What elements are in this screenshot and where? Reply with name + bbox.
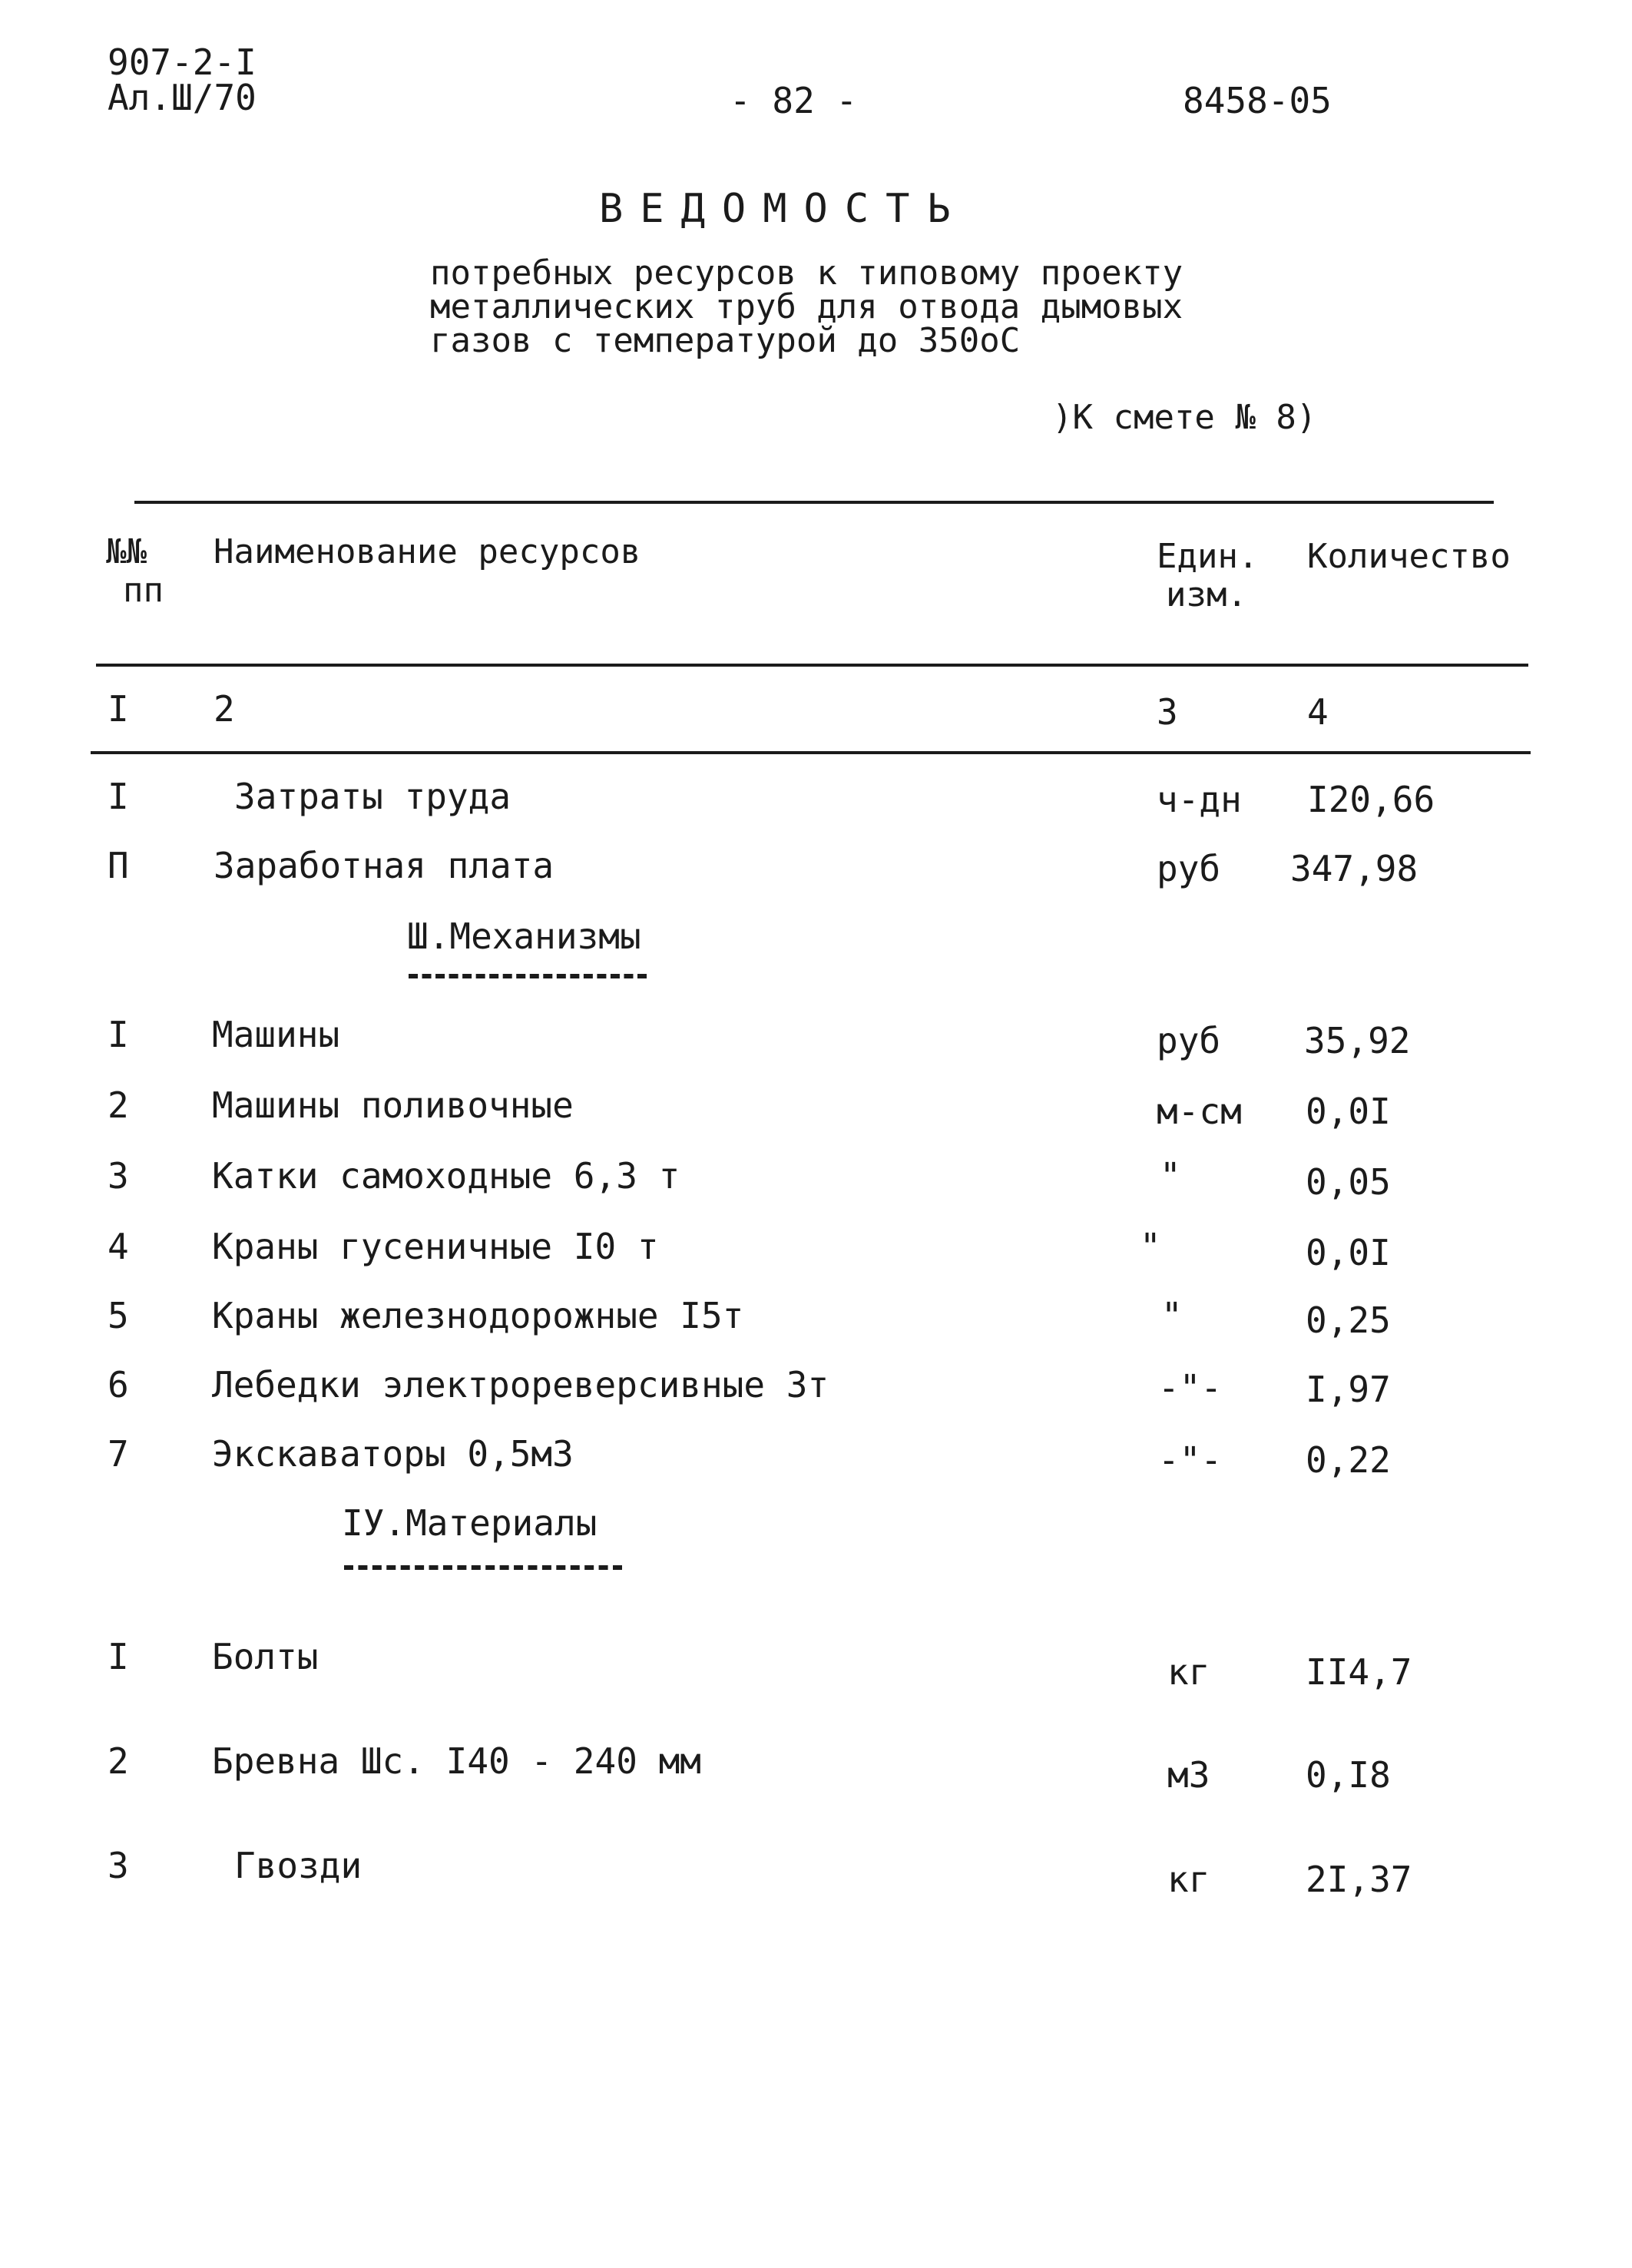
resource-unit: " [1140,1226,1161,1267]
row-number: 2 [108,1740,129,1782]
resource-name: Экскаваторы 0,5м3 [212,1433,574,1475]
row-number: П [108,845,129,886]
section-heading-materials: IУ.Материалы [342,1502,598,1544]
resource-quantity: 0,0I [1306,1091,1391,1132]
resource-unit: м3 [1167,1754,1210,1796]
row-number: 3 [108,1155,129,1197]
resource-name: Болты [212,1636,319,1677]
resource-name: Затраты труда [234,776,511,817]
resource-name: Катки самоходные 6,3 т [212,1155,680,1197]
header-row-number-line1: №№ [106,532,147,571]
subtitle-line1: потребных ресурсов к типовому проекту [430,253,1183,293]
page-number: - 82 - [730,80,858,121]
subtitle-line2: металлических труб для отвода дымовых [430,287,1183,326]
resource-unit: -"- [1158,1439,1223,1481]
document-code-line1: 907-2-I [108,41,257,83]
row-number: 4 [108,1226,129,1267]
resource-name: Краны гусеничные I0 т [212,1226,659,1267]
row-number: I [108,776,129,817]
resource-unit: м-см [1157,1091,1242,1132]
column-numbers-rule [91,751,1531,754]
resource-quantity: 0,05 [1306,1161,1391,1203]
resource-quantity: 0,22 [1306,1439,1391,1481]
resource-quantity: 347,98 [1290,848,1418,889]
section-underline [344,1565,622,1570]
row-number: I [108,1636,129,1677]
resource-quantity: I20,66 [1307,779,1435,820]
resource-name: Краны железнодорожные I5т [212,1295,744,1336]
header-row-number [106,533,164,610]
document-subtitle [430,253,1183,360]
resource-quantity: 0,0I [1306,1232,1391,1273]
column-number-3: 3 [1157,691,1178,733]
resource-name: Машины поливочные [212,1084,574,1126]
row-number: 3 [108,1845,129,1886]
header-quantity: Количество [1307,537,1511,576]
header-unit-line1: Един. [1157,537,1259,576]
header-row-number-line2: пп [123,571,164,610]
document-code-line2: Ал.Ш/70 [108,77,257,118]
row-number: 5 [108,1295,129,1336]
resource-quantity: II4,7 [1306,1651,1412,1693]
resource-name: Лебедки электрореверсивные 3т [212,1364,829,1405]
resource-unit: ч-дн [1157,779,1242,820]
resource-quantity: I,97 [1306,1369,1391,1410]
row-number: I [108,1014,129,1055]
header-unit [1157,538,1258,614]
resource-quantity: 35,92 [1304,1020,1411,1061]
resource-name: Гвозди [234,1845,362,1886]
resource-unit: кг [1167,1651,1210,1693]
column-number-1: I [108,688,129,730]
resource-quantity: 0,25 [1306,1300,1391,1341]
section-underline [409,974,647,978]
section-heading-mechanisms: Ш.Механизмы [407,915,641,957]
inventory-number: 8458-05 [1183,80,1332,121]
row-number: 6 [108,1364,129,1405]
resource-name: Бревна Шс. I40 - 240 мм [212,1740,701,1782]
table-top-rule [134,501,1494,504]
row-number: 7 [108,1433,129,1475]
resource-quantity: 2I,37 [1306,1859,1412,1900]
header-resource-name: Наименование ресурсов [214,532,641,571]
resource-quantity: 0,I8 [1306,1754,1391,1796]
resource-unit: руб [1157,1020,1221,1061]
resource-name: Машины [212,1014,340,1055]
subtitle-line3: газов с температурой до 350оС [430,321,1021,360]
column-number-4: 4 [1307,691,1329,733]
resource-name: Заработная плата [214,845,554,886]
estimate-reference: )К смете № 8) [1052,398,1317,437]
header-divider-rule [96,664,1528,667]
header-unit-line2: изм. [1166,575,1247,614]
resource-unit: руб [1157,848,1221,889]
resource-unit: кг [1167,1859,1210,1900]
resource-unit: -"- [1158,1367,1223,1409]
document-title: ВЕДОМОСТЬ [599,186,968,232]
resource-unit: " [1161,1295,1183,1336]
column-number-2: 2 [214,688,235,730]
resource-unit: " [1160,1155,1181,1197]
document-code [108,41,257,118]
row-number: 2 [108,1084,129,1126]
